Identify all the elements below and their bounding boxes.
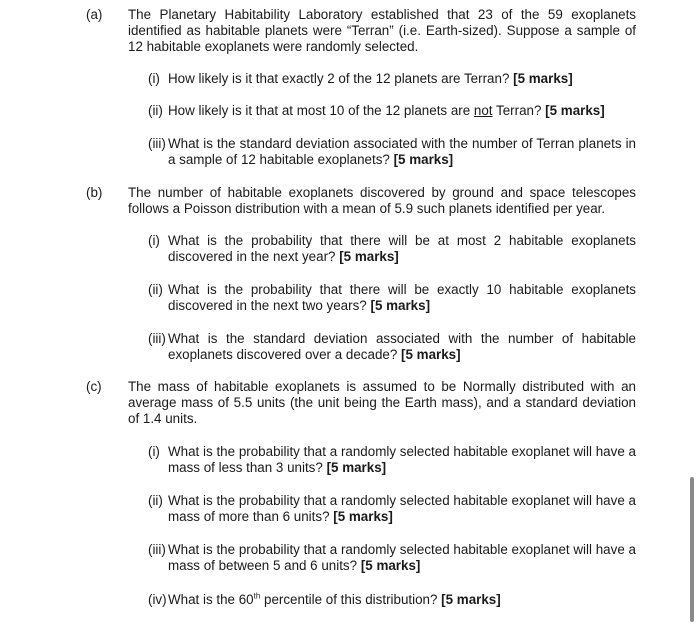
section-label: (a) <box>86 7 103 22</box>
question-number: (iii) <box>148 542 166 557</box>
question-number: (i) <box>148 444 160 459</box>
section-intro: The number of habitable exoplanets discovered by ground and space telescopes follows a Poisson distribution with a mean of 5.9 such planets identified per year. <box>128 185 636 217</box>
question-text: What is the standard deviation associated with the number of Terran planets in a sample of 12 habitable exoplanets? [5 marks] <box>168 136 636 168</box>
marks-label: [5 marks] <box>339 249 399 265</box>
marks-label: [5 marks] <box>360 558 421 574</box>
section-intro: The Planetary Habitability Laboratory established that 23 of the 59 exoplanets identified as habitable planets were “Terran” (i.e. Earth-sized). Suppose a sample of 12 habitable exoplanets were randomly selected. <box>128 7 636 55</box>
marks-label: [5 marks] <box>370 298 431 314</box>
marks-label: [5 marks] <box>513 71 573 86</box>
question-number: (i) <box>148 233 160 248</box>
question-number: (iii) <box>148 331 166 346</box>
question-number: (ii) <box>148 103 163 118</box>
question-text: What is the probability that a randomly selected habitable exoplanet will have a mass of less than 3 units? [5 marks] <box>168 444 636 476</box>
section-label: (b) <box>86 185 103 200</box>
section-intro: The mass of habitable exoplanets is assumed to be Normally distributed with an average mass of 5.5 units (the unit being the Earth mass), and a standard deviation of 1.4 units. <box>128 379 636 427</box>
question-number: (ii) <box>148 282 163 297</box>
scrollbar-thumb[interactable] <box>690 477 694 622</box>
marks-label: [5 marks] <box>545 103 605 118</box>
question-text: What is the probability that a randomly selected habitable exoplanet will have a mass of more than 6 units? [5 marks] <box>168 493 636 525</box>
marks-label: [5 marks] <box>333 509 393 525</box>
question-text: What is the standard deviation associated with the number of habitable exoplanets discovered over a decade? [5 marks] <box>168 331 636 363</box>
question-text: What is the probability that there will be exactly 10 habitable exoplanets discovered in the next two years? [5 marks] <box>168 282 636 314</box>
question-text: What is the probability that a randomly selected habitable exoplanet will have a mass of between 5 and 6 units? [5 marks] <box>168 542 636 574</box>
question-number: (iii) <box>148 136 166 151</box>
marks-label: [5 marks] <box>393 152 454 168</box>
marks-label: [5 marks] <box>401 347 461 363</box>
ordinal-suffix: th <box>253 591 261 601</box>
question-number: (iv) <box>148 592 167 607</box>
question-number: (i) <box>148 71 160 86</box>
question-text: What is the 60th percentile of this distribution? [5 marks] <box>168 591 501 607</box>
question-text: What is the probability that there will be at most 2 habitable exoplanets discovered in the next year? [5 marks] <box>168 233 636 265</box>
underlined-word: not <box>473 103 493 118</box>
marks-label: [5 marks] <box>326 460 387 476</box>
question-number: (ii) <box>148 493 163 508</box>
section-label: (c) <box>86 379 102 394</box>
marks-label: [5 marks] <box>441 592 501 607</box>
question-text: How likely is it that at most 10 of the 12 planets are not Terran? [5 marks] <box>168 103 605 118</box>
question-text: How likely is it that exactly 2 of the 12 planets are Terran? [5 marks] <box>168 71 573 86</box>
